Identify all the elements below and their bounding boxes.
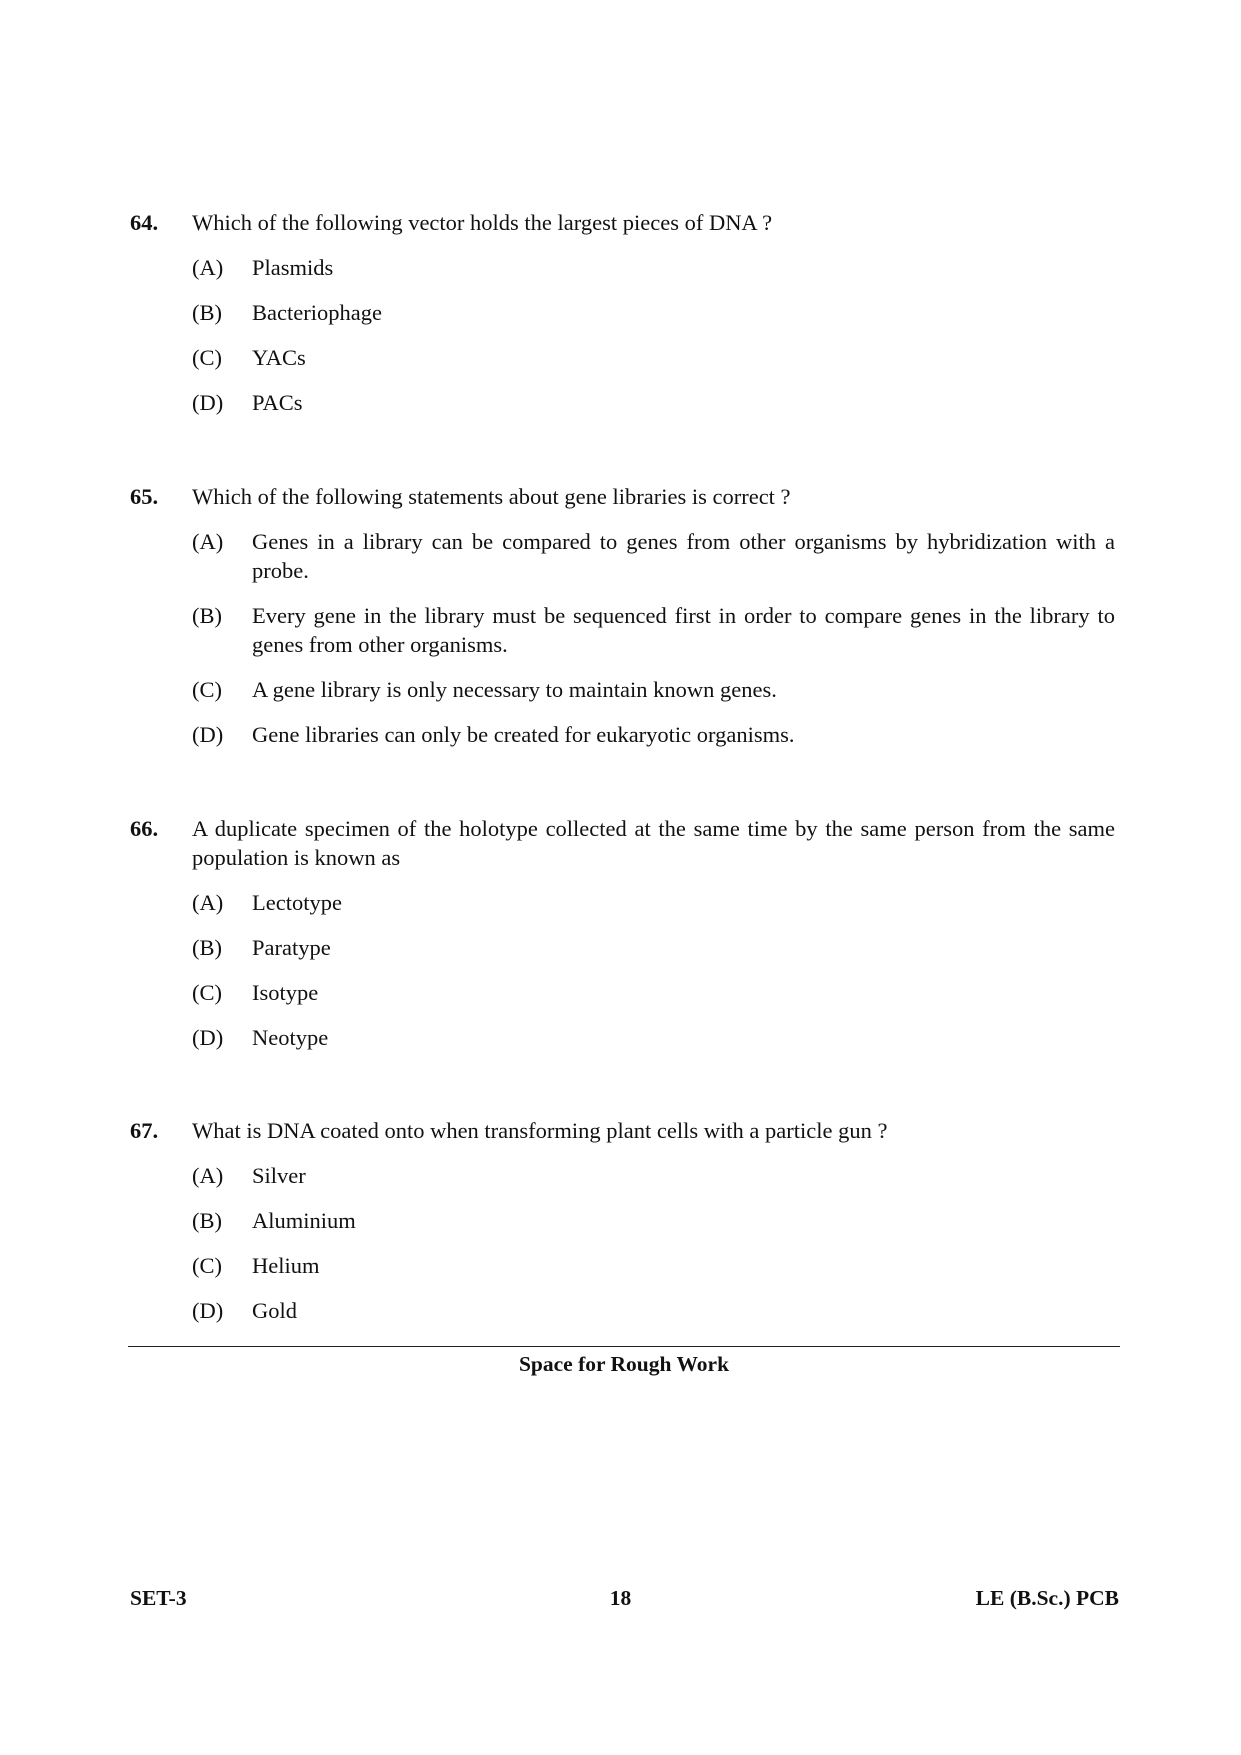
question-text: What is DNA coated onto when transforming plant cells with a particle gun ? bbox=[192, 1118, 888, 1143]
question-number: 65. bbox=[130, 484, 159, 509]
footer-exam-code: LE (B.Sc.) PCB bbox=[975, 1586, 1119, 1610]
option-letter: (D) bbox=[192, 1298, 224, 1323]
question-text: Which of the following statements about gene libraries is correct ? bbox=[192, 484, 791, 509]
option-text: Genes in a library can be compared to genes from other organisms by hybridization with a probe. bbox=[252, 529, 1115, 583]
option-letter: (B) bbox=[192, 300, 222, 325]
option-letter: (A) bbox=[192, 529, 224, 554]
option-letter: (C) bbox=[192, 1253, 222, 1278]
option-d bbox=[192, 388, 1115, 417]
option-b bbox=[192, 933, 1115, 962]
option-text: Plasmids bbox=[252, 255, 334, 280]
option-c bbox=[192, 675, 1115, 704]
option-letter: (B) bbox=[192, 935, 222, 960]
option-text: Silver bbox=[252, 1163, 306, 1188]
option-text: Paratype bbox=[252, 935, 331, 960]
option-list bbox=[192, 888, 1115, 1052]
option-text: Every gene in the library must be sequenced first in order to compare genes in the library to genes from other organisms. bbox=[252, 603, 1115, 657]
option-d bbox=[192, 720, 1115, 749]
rough-work-divider bbox=[128, 1346, 1120, 1347]
question-number: 66. bbox=[130, 816, 159, 841]
option-a bbox=[192, 888, 1115, 917]
option-d bbox=[192, 1023, 1115, 1052]
option-b bbox=[192, 1206, 1115, 1235]
question-text: Which of the following vector holds the largest pieces of DNA ? bbox=[192, 210, 773, 235]
option-text: Bacteriophage bbox=[252, 300, 382, 325]
option-c bbox=[192, 978, 1115, 1007]
option-text: YACs bbox=[252, 345, 306, 370]
option-letter: (C) bbox=[192, 677, 222, 702]
question-text: A duplicate specimen of the holotype collected at the same time by the same person from the same population is known as bbox=[192, 816, 1115, 870]
option-b bbox=[192, 601, 1115, 659]
option-list bbox=[192, 527, 1115, 749]
question-65 bbox=[130, 482, 1115, 749]
option-a bbox=[192, 527, 1115, 585]
footer-set-code: SET-3 bbox=[130, 1586, 187, 1610]
option-letter: (C) bbox=[192, 345, 222, 370]
option-c bbox=[192, 1251, 1115, 1280]
option-a bbox=[192, 1161, 1115, 1190]
option-text: Gene libraries can only be created for eukaryotic organisms. bbox=[252, 722, 795, 747]
question-66 bbox=[130, 814, 1115, 1052]
option-letter: (A) bbox=[192, 890, 224, 915]
option-letter: (A) bbox=[192, 1163, 224, 1188]
option-text: PACs bbox=[252, 390, 303, 415]
option-text: Lectotype bbox=[252, 890, 342, 915]
question-number: 67. bbox=[130, 1118, 159, 1143]
option-text: Neotype bbox=[252, 1025, 329, 1050]
option-b bbox=[192, 298, 1115, 327]
footer-page-number: 18 bbox=[609, 1586, 632, 1610]
option-list bbox=[192, 253, 1115, 417]
option-text: Helium bbox=[252, 1253, 320, 1278]
option-c bbox=[192, 343, 1115, 372]
rough-work-label: Space for Rough Work bbox=[518, 1352, 730, 1376]
option-d bbox=[192, 1296, 1115, 1325]
option-text: A gene library is only necessary to maintain known genes. bbox=[252, 677, 777, 702]
option-text: Gold bbox=[252, 1298, 297, 1323]
question-64 bbox=[130, 208, 1115, 417]
question-number: 64. bbox=[130, 210, 159, 235]
option-list bbox=[192, 1161, 1115, 1325]
option-text: Isotype bbox=[252, 980, 319, 1005]
option-letter: (B) bbox=[192, 1208, 222, 1233]
option-letter: (B) bbox=[192, 603, 222, 628]
option-text: Aluminium bbox=[252, 1208, 356, 1233]
question-67 bbox=[130, 1116, 1115, 1325]
option-letter: (C) bbox=[192, 980, 222, 1005]
option-letter: (D) bbox=[192, 722, 224, 747]
option-letter: (A) bbox=[192, 255, 224, 280]
option-letter: (D) bbox=[192, 1025, 224, 1050]
option-a bbox=[192, 253, 1115, 282]
option-letter: (D) bbox=[192, 390, 224, 415]
